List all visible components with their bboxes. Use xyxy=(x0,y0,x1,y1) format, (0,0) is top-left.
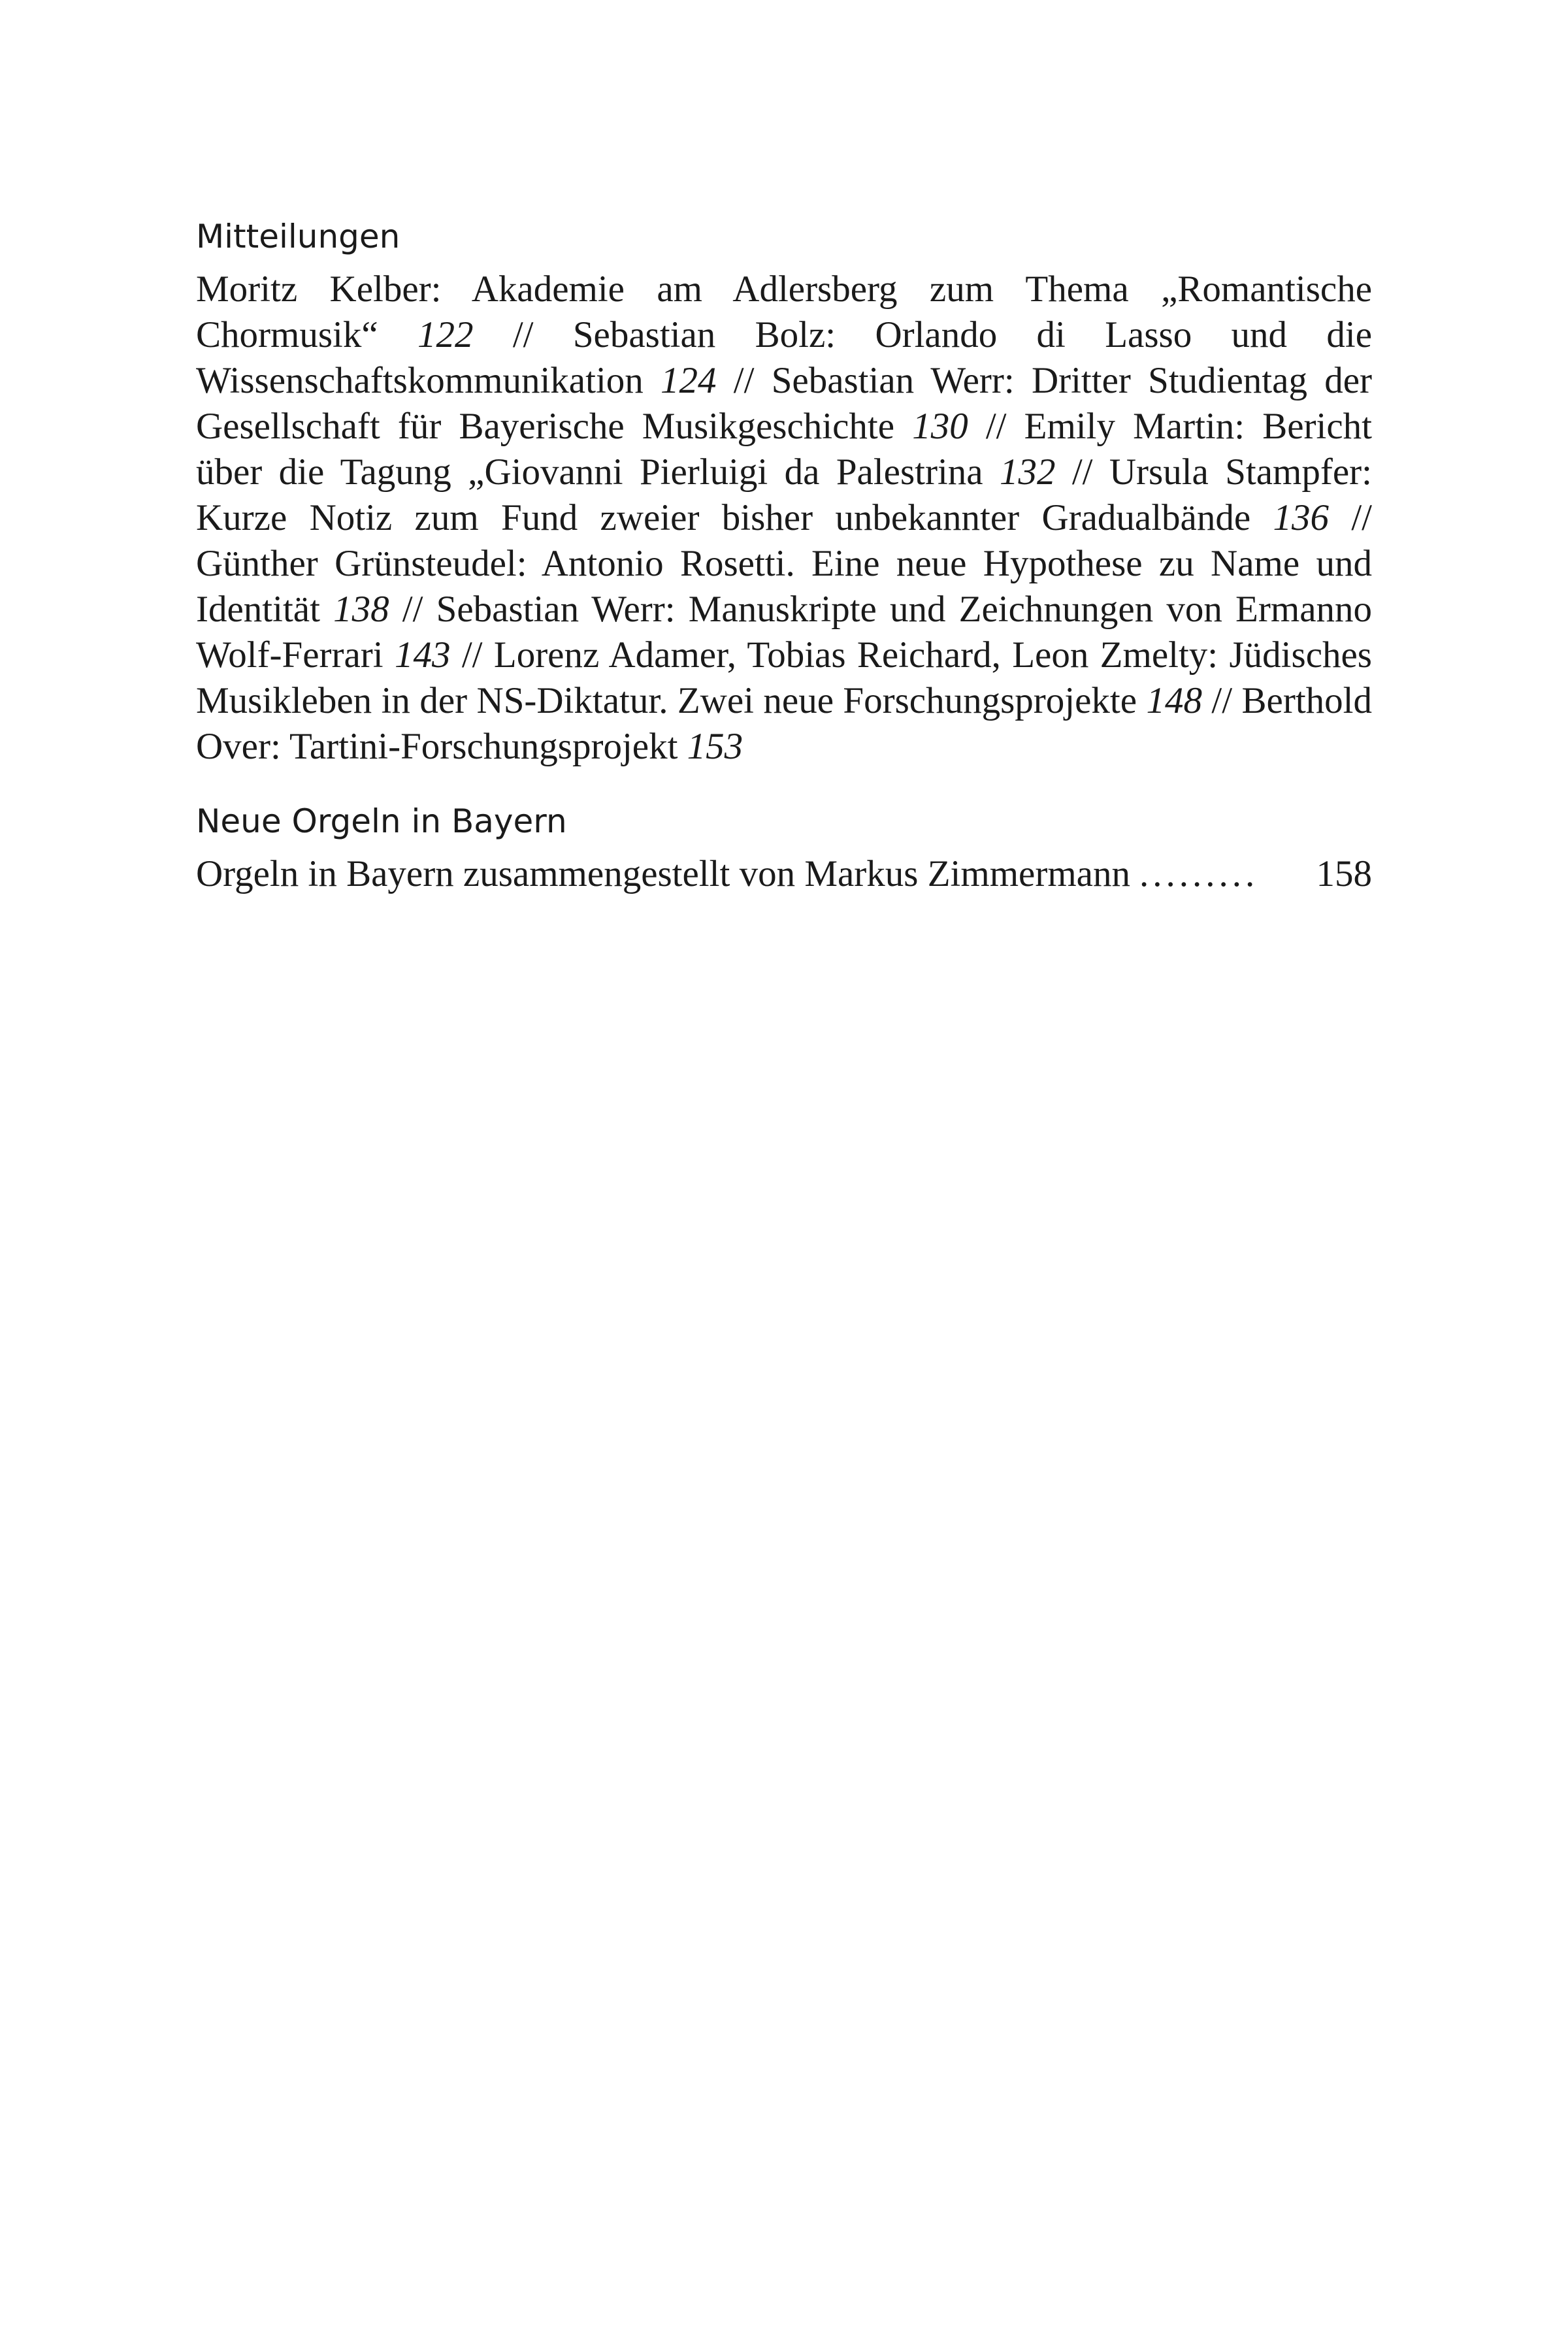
entry-4[interactable]: Ursula Stampfer: Kurze Notiz zum Fund zweier bisher unbekannter Gradualbände 136 // xyxy=(196,451,1372,538)
page-number: 138 xyxy=(333,589,389,630)
page-number: 148 xyxy=(1146,680,1202,721)
section-heading: Mitteilungen xyxy=(196,218,400,255)
page-number: 124 xyxy=(661,360,717,401)
page-number: 136 xyxy=(1273,497,1329,538)
toc-entry-page: 158 xyxy=(1316,853,1372,894)
toc-entry[interactable] xyxy=(196,851,1372,897)
toc-entry-title: Orgeln in Bayern zusammengestellt von Markus Zimmermann xyxy=(196,853,1130,894)
entry-3[interactable]: Emily Martin: Bericht über die Tagung „Giovanni Pierluigi da Palestrina 132 // xyxy=(196,406,1372,493)
page-number: 130 xyxy=(912,406,968,447)
entry-2[interactable]: Sebastian Werr: Dritter Studientag der Gesellschaft für Bayerische Musikgeschichte 130 // xyxy=(196,360,1372,447)
section-heading: Neue Orgeln in Bayern xyxy=(196,802,567,840)
dot-leader: ......... xyxy=(1139,853,1259,894)
page-number: 132 xyxy=(999,451,1056,493)
mitteilungen-entries xyxy=(196,267,1372,770)
entry-6[interactable]: Sebastian Werr: Manuskripte und Zeichnungen von Ermanno Wolf-Ferrari 143 // xyxy=(196,589,1372,676)
page-number: 122 xyxy=(417,314,474,355)
entry-7[interactable]: Lorenz Adamer, Tobias Reichard, Leon Zmelty: Jüdisches Musikleben in der NS-Diktatur. Zwei neue Forschungsprojekte 148 // xyxy=(196,634,1372,721)
page-number: 153 xyxy=(687,726,743,767)
entry-0[interactable]: Moritz Kelber: Akademie am Adlersberg zum Thema „Romantische Chormusik“ 122 // xyxy=(196,269,1372,355)
entry-5[interactable]: Günther Grünsteudel: Antonio Rosetti. Eine neue Hypothese zu Name und Identität 138 // xyxy=(196,543,1372,630)
entry-8[interactable]: Berthold Over: Tartini-Forschungsprojekt 153 xyxy=(196,680,1372,767)
section-mitteilungen xyxy=(196,216,1372,770)
section-neue-orgeln xyxy=(196,800,1372,897)
page-number: 143 xyxy=(394,634,451,676)
entry-1[interactable]: Sebastian Bolz: Orlando di Lasso und die Wissenschaftskommunikation 124 // xyxy=(196,314,1373,401)
